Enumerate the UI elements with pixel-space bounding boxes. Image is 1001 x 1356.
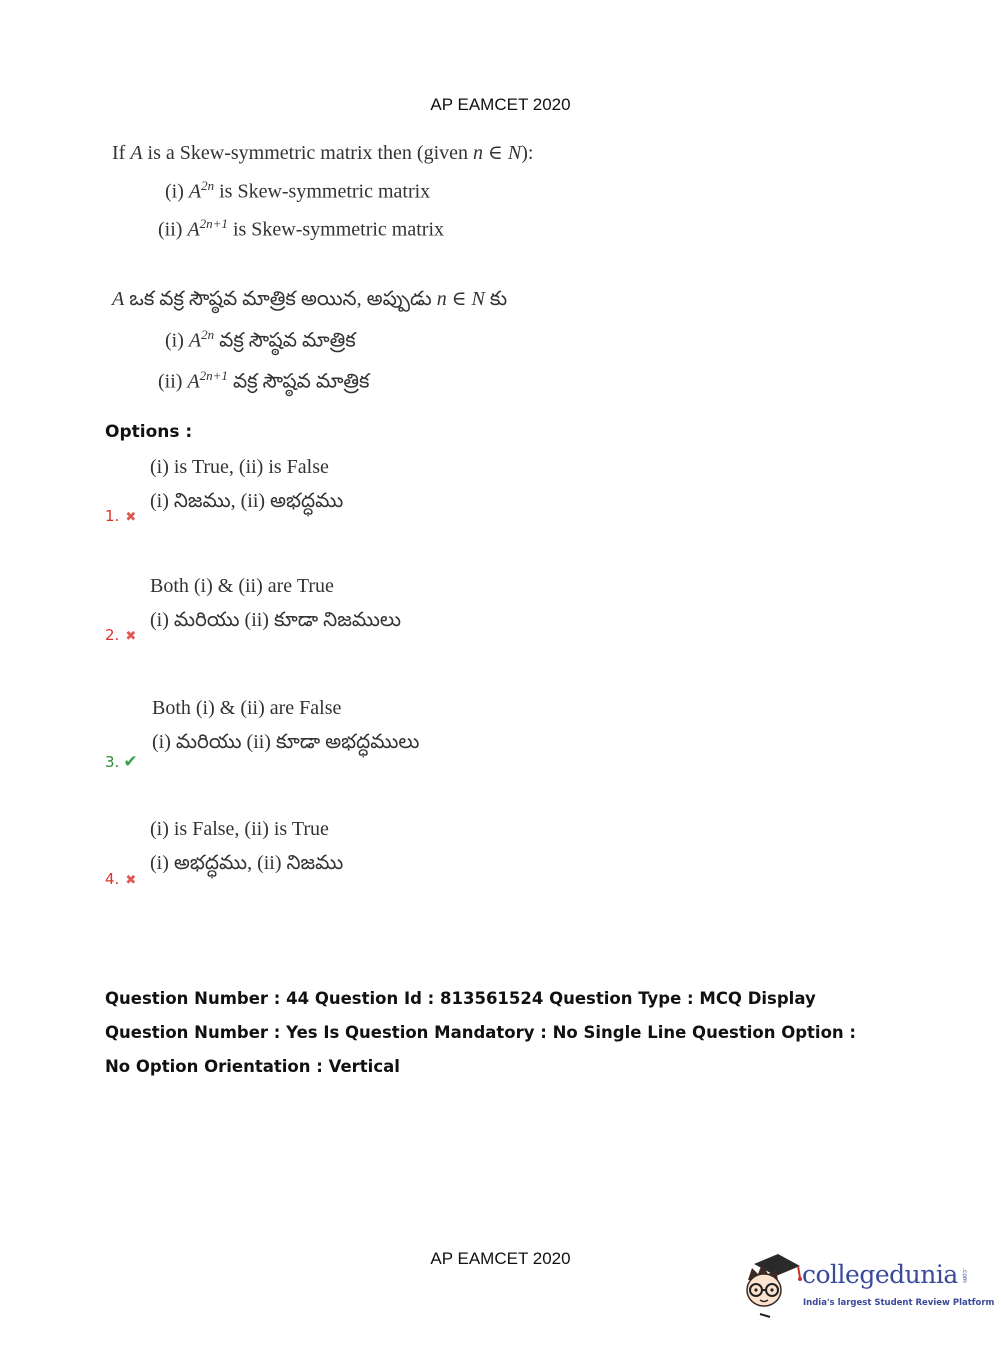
cross-icon: ✖ — [125, 510, 137, 525]
s1-text: వక్ర సౌష్ఠవ మాత్రిక — [214, 329, 356, 352]
s2-exp: 2n+1 — [199, 216, 228, 231]
option-4-number — [105, 870, 136, 888]
statement-1-telugu — [165, 327, 356, 357]
s2-exp: 2n+1 — [199, 368, 228, 383]
question-metadata: Question Number : 44 Question Id : 813561524 Question Type : MCQ Display Question Number : Yes Is Question Mandatory : No Single Line Question Option : No Option Orientation : Vertical — [105, 989, 857, 1076]
option-4-english: (i) is False, (ii) is True — [150, 818, 329, 840]
statement-2-english — [158, 216, 444, 242]
question-stem-telugu — [112, 286, 507, 315]
stem-var: A — [130, 142, 143, 164]
s1-label: (i) — [165, 180, 189, 203]
s2-text: వక్ర సౌష్ఠవ మాత్రిక — [227, 370, 370, 393]
stem-math: n ∈ N — [436, 288, 485, 310]
logo-wordmark: collegedunia — [802, 1260, 958, 1289]
option-3-label: 3. — [105, 753, 120, 771]
mascot-icon — [742, 1250, 804, 1320]
s2-var: A — [187, 370, 200, 393]
option-1-number — [105, 507, 136, 525]
s1-exp: 2n — [201, 327, 215, 342]
check-icon: ✔ — [123, 752, 138, 772]
option-2-number — [105, 626, 136, 644]
stem-mid: ఒక వక్ర సౌష్ఠవ మాత్రిక అయిన, అప్పుడు — [124, 288, 437, 310]
statement-1-english — [165, 178, 430, 204]
option-3-english: Both (i) & (ii) are False — [152, 697, 342, 719]
logo-tagline: India's largest Student Review Platform — [803, 1298, 995, 1308]
option-1-label: 1. — [105, 507, 120, 525]
option-2-label: 2. — [105, 626, 120, 644]
s1-var: A — [188, 180, 202, 203]
page-footer: AP EAMCET 2020 — [430, 1249, 571, 1268]
option-4-label: 4. — [105, 870, 120, 888]
s1-label: (i) — [165, 329, 189, 352]
option-1-telugu: (i) నిజము, (ii) అభద్ధము — [150, 490, 344, 512]
option-3-telugu: (i) మరియు (ii) కూడా అభద్ధములు — [152, 731, 420, 753]
collegedunia-logo — [742, 1250, 995, 1320]
option-3-number — [105, 752, 138, 772]
stem-suffix: కు — [484, 288, 508, 310]
s1-text: is Skew-symmetric matrix — [214, 180, 431, 203]
s2-var: A — [187, 218, 200, 241]
s2-text: is Skew-symmetric matrix — [227, 218, 445, 241]
statement-2-telugu — [158, 368, 369, 398]
s1-var: A — [188, 329, 202, 352]
question-stem-english — [112, 140, 533, 165]
cross-icon: ✖ — [125, 629, 137, 644]
cross-icon: ✖ — [125, 873, 137, 888]
option-2-telugu: (i) మరియు (ii) కూడా నిజములు — [150, 609, 402, 631]
page-header: AP EAMCET 2020 — [430, 95, 571, 114]
s2-label: (ii) — [158, 218, 188, 241]
option-4-telugu: (i) అభద్ధము, (ii) నిజము — [150, 852, 344, 874]
stem-prefix: If — [112, 142, 131, 164]
stem-suffix: ): — [521, 142, 534, 164]
s2-label: (ii) — [158, 370, 188, 393]
stem-mid: is a Skew-symmetric matrix then (given — [142, 142, 474, 164]
logo-domain-suffix: .com — [961, 1268, 968, 1283]
option-1-english: (i) is True, (ii) is False — [150, 456, 329, 478]
option-2-english: Both (i) & (ii) are True — [150, 575, 334, 597]
options-label: Options : — [105, 422, 193, 442]
stem-var: A — [112, 288, 125, 310]
stem-math: n ∈ N — [473, 142, 522, 164]
s1-exp: 2n — [201, 178, 215, 193]
